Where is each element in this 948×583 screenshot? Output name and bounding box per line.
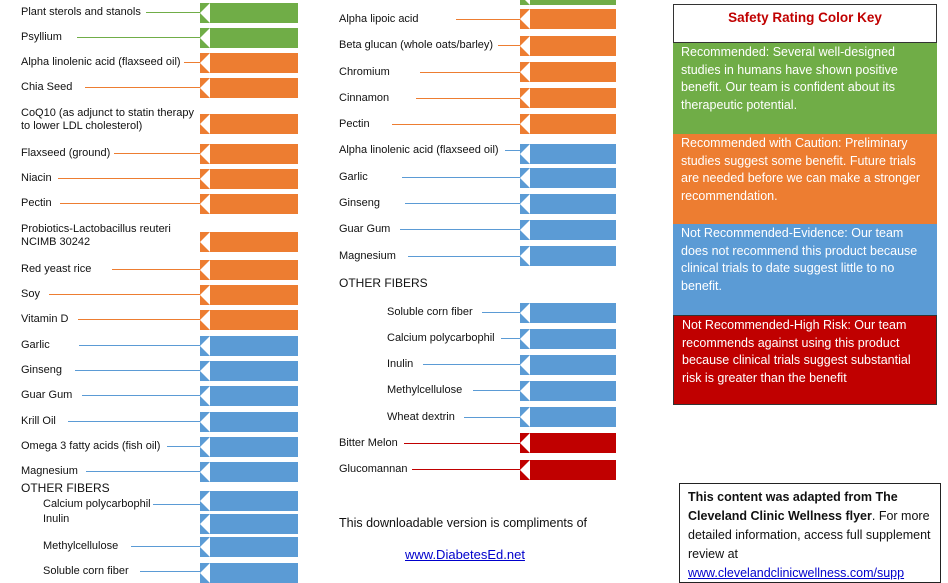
key-recommended: Recommended: Several well-designed studies in humans have shown positive benefit. Our team is confident about its therapeutic potential. [673, 43, 937, 134]
left-bar-inulin [200, 514, 298, 534]
middle-connector-guar-gum [400, 229, 526, 230]
left-label-plant-sterols: Plant sterols and stanols [21, 6, 141, 18]
left-bar-guar-gum [200, 386, 298, 406]
left-connector-chia [85, 87, 206, 88]
left-bar-vitamin-d [200, 310, 298, 330]
middle-bar-cinnamon [520, 88, 616, 108]
left-bar-omega-3 [200, 437, 298, 457]
middle-bar-wheat-dextrin [520, 407, 616, 427]
left-bar-garlic [200, 336, 298, 356]
left-bar-niacin [200, 169, 298, 189]
middle-label-cinnamon: Cinnamon [339, 92, 390, 104]
middle-connector-pectin [392, 124, 526, 125]
left-label-methylcellulose: Methylcellulose [43, 540, 119, 552]
middle-connector-wheat-dextrin [464, 417, 526, 418]
left-label-calcium-polycarbophil: Calcium polycarbophil [43, 498, 151, 510]
left-label-guar-gum: Guar Gum [21, 389, 73, 401]
middle-label-methylcellulose: Methylcellulose [387, 384, 463, 396]
left-label-inulin: Inulin [43, 513, 70, 525]
middle-label-chromium: Chromium [339, 66, 390, 78]
safety-key-title: Safety Rating Color Key [673, 4, 937, 43]
left-connector-krill-oil [68, 421, 206, 422]
middle-connector-cinnamon [416, 98, 526, 99]
left-bar-chia [200, 78, 298, 98]
middle-connector-inulin [423, 364, 526, 365]
middle-bar-ala [520, 144, 616, 164]
middle-bar-calcium-polycarbophil [520, 329, 616, 349]
left-label-chia: Chia Seed [21, 81, 73, 93]
middle-label-wheat-dextrin: Wheat dextrin [387, 411, 455, 423]
diabetesed-link[interactable]: www.DiabetesEd.net [405, 547, 525, 562]
middle-label-guar-gum: Guar Gum [339, 223, 391, 235]
middle-connector-ginseng [405, 203, 526, 204]
left-connector-vitamin-d [78, 319, 206, 320]
middle-label-beta-glucan: Beta glucan (whole oats/barley) [339, 39, 494, 51]
middle-bar-chromium [520, 62, 616, 82]
left-other-fibers-heading: OTHER FIBERS [21, 481, 110, 495]
middle-connector-magnesium [408, 256, 526, 257]
left-bar-calcium-polycarbophil [200, 491, 298, 511]
left-label-krill-oil: Krill Oil [21, 415, 56, 427]
left-bar-red-yeast [200, 260, 298, 280]
left-connector-ginseng [75, 370, 206, 371]
middle-bar-beta-glucan [520, 36, 616, 56]
left-connector-flaxseed [114, 153, 206, 154]
middle-label-calcium-polycarbophil: Calcium polycarbophil [387, 332, 495, 344]
middle-bar-glucomannan [520, 460, 616, 480]
middle-bar-methylcellulose [520, 381, 616, 401]
middle-label-ala: Alpha linolenic acid (flaxseed oil) [339, 144, 499, 156]
left-label-niacin: Niacin [21, 172, 52, 184]
left-connector-niacin [58, 178, 206, 179]
middle-label-glucomannan: Glucomannan [339, 463, 408, 475]
middle-bar-alpha-lipoic [520, 9, 616, 29]
left-connector-soluble-corn-fiber [140, 571, 206, 572]
left-bar-pectin [200, 194, 298, 214]
left-label-coq10: CoQ10 (as adjunct to statin therapy to lower LDL cholesterol) [21, 107, 195, 132]
adapted-from-box [679, 483, 941, 583]
middle-label-ginseng: Ginseng [339, 197, 380, 209]
left-connector-soy [49, 294, 206, 295]
left-bar-coq10 [200, 114, 298, 134]
left-label-soy: Soy [21, 288, 40, 300]
left-label-probiotics: Probiotics-Lactobacillus reuteri NCIMB 30242 [21, 223, 171, 248]
adapted-rest: . For more detailed information, access full supplement review at [688, 509, 931, 561]
key-not-recommended-high-risk: Not Recommended-High Risk: Our team recommends against using this product because clinical trials suggest substantial risk is greater than the benefit [673, 315, 937, 405]
left-label-red-yeast: Red yeast rice [21, 263, 92, 275]
middle-bar-garlic [520, 168, 616, 188]
left-label-soluble-corn-fiber: Soluble corn fiber [43, 565, 129, 577]
middle-other-fibers-heading: OTHER FIBERS [339, 276, 428, 290]
middle-connector-garlic [402, 177, 526, 178]
left-bar-soluble-corn-fiber [200, 563, 298, 583]
middle-label-pectin: Pectin [339, 118, 370, 130]
left-connector-calcium-polycarbophil [153, 504, 206, 505]
middle-bar-magnesium [520, 246, 616, 266]
left-label-ala: Alpha linolenic acid (flaxseed oil) [21, 56, 181, 68]
left-connector-psyllium [77, 37, 206, 38]
left-label-magnesium: Magnesium [21, 465, 78, 477]
middle-connector-bitter-melon [404, 443, 526, 444]
middle-label-alpha-lipoic: Alpha lipoic acid [339, 13, 419, 25]
left-label-psyllium: Psyllium [21, 31, 62, 43]
left-connector-plant-sterols [146, 12, 206, 13]
middle-bar-top-green [520, 0, 616, 5]
middle-label-garlic: Garlic [339, 171, 368, 183]
middle-bar-ginseng [520, 194, 616, 214]
download-note: This downloadable version is compliments of [339, 516, 588, 530]
left-bar-magnesium [200, 462, 298, 482]
left-label-garlic: Garlic [21, 339, 50, 351]
left-bar-psyllium [200, 28, 298, 48]
left-bar-probiotics [200, 232, 298, 252]
middle-label-inulin: Inulin [387, 358, 414, 370]
left-bar-plant-sterols [200, 3, 298, 23]
left-label-omega-3: Omega 3 fatty acids (fish oil) [21, 440, 161, 452]
middle-bar-soluble-corn-fiber [520, 303, 616, 323]
left-bar-flaxseed [200, 144, 298, 164]
left-connector-pectin [60, 203, 206, 204]
left-label-pectin: Pectin [21, 197, 52, 209]
left-bar-soy [200, 285, 298, 305]
left-bar-ginseng [200, 361, 298, 381]
left-bar-ala [200, 53, 298, 73]
middle-bar-pectin [520, 114, 616, 134]
left-label-vitamin-d: Vitamin D [21, 313, 69, 325]
middle-bar-inulin [520, 355, 616, 375]
left-connector-methylcellulose [131, 546, 206, 547]
key-caution: Recommended with Caution: Preliminary studies suggest some benefit. Future trials are needed before we can make a stronger recommendation. [673, 134, 937, 224]
left-connector-garlic [79, 345, 206, 346]
left-connector-guar-gum [82, 395, 206, 396]
left-connector-red-yeast [112, 269, 206, 270]
left-label-flaxseed: Flaxseed (ground) [21, 147, 111, 159]
middle-bar-bitter-melon [520, 433, 616, 453]
left-label-ginseng: Ginseng [21, 364, 62, 376]
left-connector-magnesium [86, 471, 206, 472]
middle-label-soluble-corn-fiber: Soluble corn fiber [387, 306, 473, 318]
middle-bar-guar-gum [520, 220, 616, 240]
middle-connector-glucomannan [412, 469, 526, 470]
key-not-recommended-evidence: Not Recommended-Evidence: Our team does not recommend this product because clinical trials to date suggest little to no benefit. [673, 224, 937, 315]
left-bar-krill-oil [200, 412, 298, 432]
middle-connector-chromium [420, 72, 526, 73]
middle-connector-alpha-lipoic [456, 19, 526, 20]
middle-label-bitter-melon: Bitter Melon [339, 437, 398, 449]
adapted-bold: This content was adapted from The Cleveland Clinic Wellness flyer [688, 490, 898, 523]
left-bar-methylcellulose [200, 537, 298, 557]
cleveland-clinic-link[interactable]: www.clevelandclinicwellness.com/supp [688, 566, 905, 580]
middle-label-magnesium: Magnesium [339, 250, 396, 262]
middle-connector-methylcellulose [473, 390, 526, 391]
